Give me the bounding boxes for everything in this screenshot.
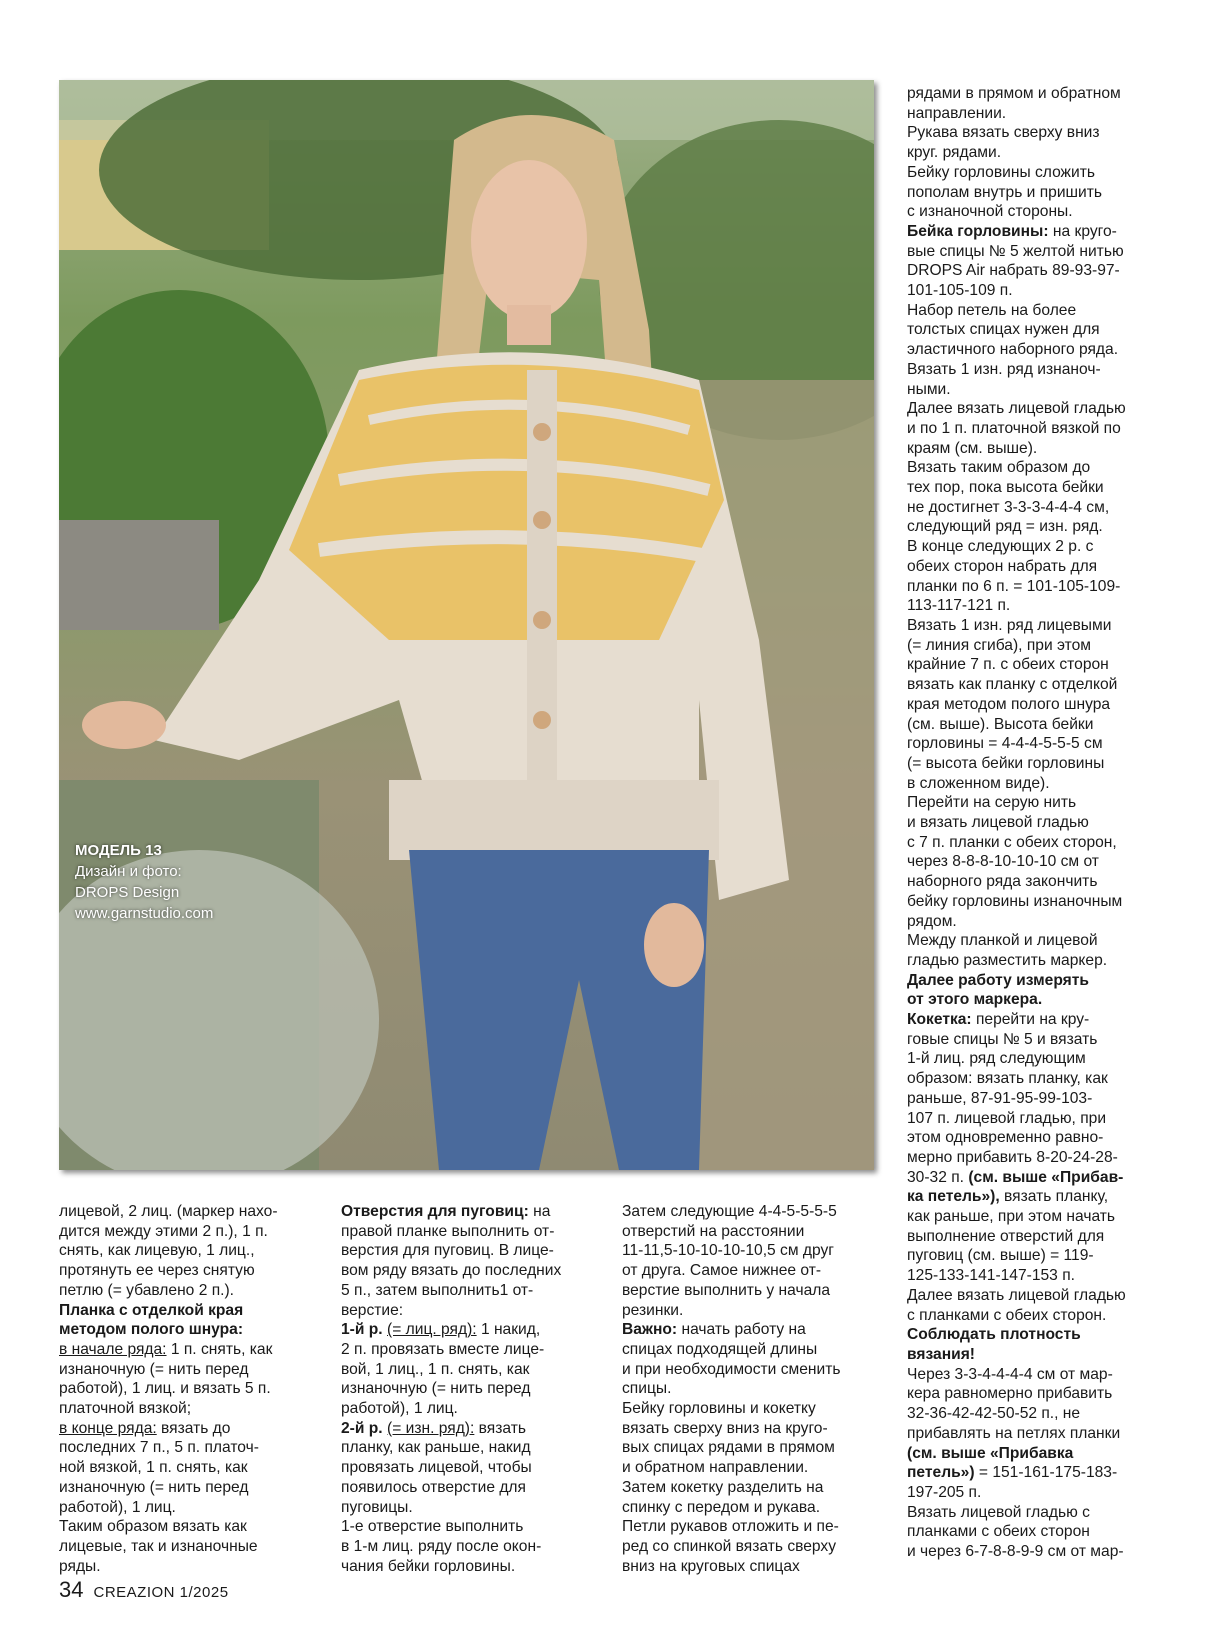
text-run: Таким образом вязать как лицевые, так и изнаночные ряды. xyxy=(59,1518,258,1575)
credit-line: Дизайн и фото: xyxy=(75,863,182,880)
bold-run: Соблюдать плотность вязания! xyxy=(907,1326,1081,1363)
magazine-issue: CREAZION 1/2025 xyxy=(93,1584,229,1601)
paragraph xyxy=(907,123,1177,162)
paragraph xyxy=(907,931,1177,970)
credit-line: DROPS Design xyxy=(75,884,180,901)
paragraph xyxy=(59,1419,319,1518)
bottom-text-column-1 xyxy=(59,1202,319,1576)
credit-title: МОДЕЛЬ 13 xyxy=(75,842,162,859)
text-run: Между планкой и лицевой гладью разместить маркер. xyxy=(907,932,1108,969)
bold-run: Планка с отделкой края методом полого шнура: xyxy=(59,1301,244,1339)
text-run: Затем кокетку разделить на спинку с передом и рукава. xyxy=(622,1478,824,1516)
bold-run: (см. выше «Прибав- ка петель»), xyxy=(907,1168,1124,1206)
paragraph xyxy=(622,1202,892,1320)
bold-run: 1-й р. xyxy=(341,1321,383,1339)
photo-illustration xyxy=(59,80,874,1170)
text-run: Набор петель на более толстых спицах нужен для эластичного наборного ряда. xyxy=(907,301,1119,359)
text-run: Затем следующие 4-4-5-5-5-5 отверстий на расстоянии 11-11,5-10-10-10-10,5 см друг от друга. Самое нижнее от- верстие выполнить у начала резинки. xyxy=(622,1203,837,1319)
text-run: Через 3-3-4-4-4-4 см от мар- кера равномерно прибавить 32-36-42-42-50-52 п., не прибавлять на петлях планки xyxy=(907,1365,1121,1442)
text-run: перейти на кру- говые спицы № 5 и вязать 1-й лиц. ряд следующим образом: вязать планку, как раньше, 87-91-95-99-103- 107 п. лицевой гладью, при этом одновременно равно- мерно прибавить 8-20-24-28- 30-32 п. xyxy=(907,1011,1118,1186)
paragraph xyxy=(907,399,1177,458)
paragraph xyxy=(907,163,1177,222)
bold-run: Далее работу измерять от этого маркера. xyxy=(907,971,1089,1009)
rock xyxy=(59,520,219,630)
paragraph xyxy=(907,458,1177,537)
paragraph xyxy=(59,1202,319,1301)
bold-run: Отверстия для пуговиц: xyxy=(341,1203,529,1220)
text-run: Перейти на серую нить и вязать лицевой гладью с 7 п. планки с обеих сторон, через 8-8-8-10-10-10 см от наборного ряда закончить бейку горловины изнаночным рядом. xyxy=(907,794,1123,930)
page-footer xyxy=(59,1577,229,1603)
text-run: Вязать лицевой гладью с планками с обеих сторон и через 6-7-8-8-9-9 см от мар- xyxy=(907,1503,1124,1561)
paragraph xyxy=(59,1301,319,1340)
paragraph xyxy=(907,360,1177,399)
text-run: Бейку горловины сложить пополам внутрь и пришить с изнаночной стороны. xyxy=(907,163,1103,221)
text-run: 1 накид, 2 п. провязать вместе лице- вой, 1 лиц., 1 п. снять, как изнаночную (= нить перед работой), 1 лиц. xyxy=(341,1321,545,1418)
paragraph xyxy=(907,616,1177,793)
bold-run: Бейка горловины: xyxy=(907,222,1049,240)
text-run: 1 п. снять, как изнаночную (= нить перед работой), 1 лиц. и вязать 5 п. платочной вязкой; xyxy=(59,1340,273,1418)
bottom-text-column-3 xyxy=(622,1202,892,1576)
paragraph xyxy=(907,84,1177,123)
text-run: Далее вязать лицевой гладью и по 1 п. платочной вязкой по краям (см. выше). xyxy=(907,400,1126,457)
jeans xyxy=(409,850,709,1170)
credit-url[interactable]: www.garnstudio.com xyxy=(75,905,214,922)
paragraph xyxy=(907,301,1177,360)
paragraph xyxy=(341,1202,601,1320)
paragraph xyxy=(59,1517,319,1576)
text-run: вязать планку, как раньше, накид провязать лицевой, чтобы появилось отверстие для пуговицы. xyxy=(341,1419,532,1516)
bold-run: Кокетка: xyxy=(907,1011,972,1029)
text-run: Вязать 1 изн. ряд изнаноч- ными. xyxy=(907,360,1101,398)
text-run: Петли рукавов отложить и пе- ред со спинкой вязать сверху вниз на круговых спицах xyxy=(622,1518,839,1575)
text-run: Вязать таким образом до тех пор, пока высота бейки не достигнет 3-3-3-4-4-4 см, следующий ряд = изн. ряд. xyxy=(907,459,1110,536)
paragraph xyxy=(622,1517,892,1576)
text-run: на круго- вые спицы № 5 желтой нитью DROPS Air набрать 89-93-97- 101-105-109 п. xyxy=(907,222,1124,300)
bold-run: Важно: xyxy=(622,1321,678,1339)
text-run: Бейку горловины и кокетку вязать сверху вниз на круго- вых спицах рядами в прямом и обратном направлении. xyxy=(622,1400,835,1477)
paragraph xyxy=(341,1517,601,1576)
page-number: 34 xyxy=(59,1577,84,1602)
right-text-column xyxy=(907,84,1177,1562)
text-run: лицевой, 2 лиц. (маркер нахо- дится между этими 2 п.), 1 п. снять, как лицевую, 1 лиц., протянуть ее через снятую петлю (= убавлено 2 п.). xyxy=(59,1203,278,1299)
paragraph xyxy=(907,793,1177,931)
text-run: Далее вязать лицевой гладью с планками с обеих сторон. xyxy=(907,1286,1126,1324)
text-run: на правой планке выполнить от- верстия для пуговиц. В лице- вом ряду вязать до последних 5 п., затем выполнить1 от- верстие: xyxy=(341,1203,562,1319)
text-run: 1-е отверстие выполнить в 1-м лиц. ряду после окон- чания бейки горловины. xyxy=(341,1518,542,1575)
text-run: начать работу на спицах подходящей длины и при необходимости сменить спицы. xyxy=(622,1321,841,1398)
model-photo xyxy=(59,80,874,1170)
paragraph xyxy=(341,1320,601,1419)
bottom-text-column-2 xyxy=(341,1202,601,1576)
text-run: рядами в прямом и обратном направлении. xyxy=(907,85,1121,122)
paragraph xyxy=(622,1399,892,1478)
paragraph xyxy=(341,1419,601,1518)
underlined-run: в конце ряда: xyxy=(59,1419,157,1437)
paragraph xyxy=(907,537,1177,616)
text-run: В конце следующих 2 р. с обеих сторон набрать для планки по 6 п. = 101-105-109- 113-117-121 п. xyxy=(907,538,1121,615)
underlined-run: (= лиц. ряд): xyxy=(387,1321,477,1339)
paragraph xyxy=(907,1286,1177,1325)
text-run: = 151-161-175-183- 197-205 п. xyxy=(907,1464,1118,1501)
paragraph xyxy=(907,1503,1177,1562)
photo-credit xyxy=(75,840,213,924)
paragraph xyxy=(622,1478,892,1517)
paragraph xyxy=(907,1365,1177,1503)
underlined-run: (= изн. ряд): xyxy=(387,1419,475,1437)
text-run: вязать планку, как раньше, при этом начать выполнение отверстий для пуговиц (см. выше) = 119- 125-133-141-147-153 п. xyxy=(907,1188,1116,1285)
paragraph xyxy=(622,1320,892,1399)
paragraph xyxy=(907,1325,1177,1364)
bold-run: 2-й р. xyxy=(341,1419,383,1437)
bold-run: (см. выше «Прибавка петель») xyxy=(907,1444,1074,1482)
paragraph xyxy=(907,971,1177,1010)
paragraph xyxy=(907,222,1177,301)
paragraph xyxy=(907,1010,1177,1286)
text-run: Вязать 1 изн. ряд лицевыми (= линия сгиба), при этом крайние 7 п. с обеих сторон вязать как планку с отделкой края методом полого шнура (см. выше). Высота бейки горловины = 4-4-4-5-5-5 см (= высота бейки горловины в сложенном виде). xyxy=(907,616,1118,792)
underlined-run: в начале ряда: xyxy=(59,1340,167,1358)
text-run: вязать до последних 7 п., 5 п. платоч- ной вязкой, 1 п. снять, как изнаночную (= нить перед работой), 1 лиц. xyxy=(59,1419,259,1516)
paragraph xyxy=(59,1340,319,1419)
text-run: Рукава вязать сверху вниз круг. рядами. xyxy=(907,124,1100,162)
